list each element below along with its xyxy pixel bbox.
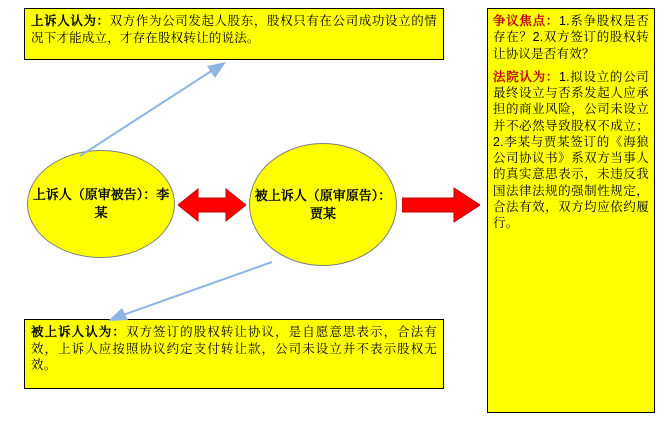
court-opinion-block <box>493 69 649 232</box>
court-opinion-label: 法院认为： <box>493 69 559 84</box>
court-opinion-text-2: 2.李某与贾某签订的《海狼公司协议书》系双方当事人的真实意思表示，未违反我国法律法规的强制性规定，合法有效，双方均应依约履行。 <box>493 134 649 230</box>
appellee-claim-label: 被上诉人认为： <box>31 325 126 339</box>
appellee-claim-box <box>24 319 444 389</box>
appellant-claim-text: 双方作为公司发起人股东，股权只有在公司成功设立的情况下才能成立，才存在股权转让的说法。 <box>31 14 437 45</box>
appellant-claim-label: 上诉人认为： <box>31 14 110 28</box>
node-appellant <box>27 150 175 258</box>
connector-arrow-icon <box>74 56 234 162</box>
dispute-focus-label: 争议焦点： <box>493 14 559 28</box>
double-arrow-icon <box>178 186 246 224</box>
node-appellee <box>249 143 397 266</box>
dispute-focus-text: 1.系争股权是否存在？2.双方签订的股权转让协议是否有效？ <box>493 14 649 61</box>
node-appellee-label: 被上诉人（原审原告）：贾某 <box>254 187 392 221</box>
appellee-claim-text: 双方签订的股权转让协议，是自愿意思表示，合法有效，上诉人应按照协议约定支付转让款，公司未设立并不表示股权无效。 <box>31 325 437 372</box>
node-appellant-label: 上诉人（原审被告）：李某 <box>32 187 170 220</box>
court-opinion-text-1: 1.拟设立的公司最终设立与否系发起人应承担的商业风险，公司未设立并不必然导致股权不成立； <box>493 69 649 133</box>
right-arrow-icon <box>402 186 480 224</box>
analysis-box <box>487 8 655 413</box>
connector-arrow-icon <box>100 258 280 328</box>
analysis-spacer <box>493 62 649 69</box>
dispute-focus-block <box>493 13 649 62</box>
appellant-claim-box <box>24 8 444 60</box>
